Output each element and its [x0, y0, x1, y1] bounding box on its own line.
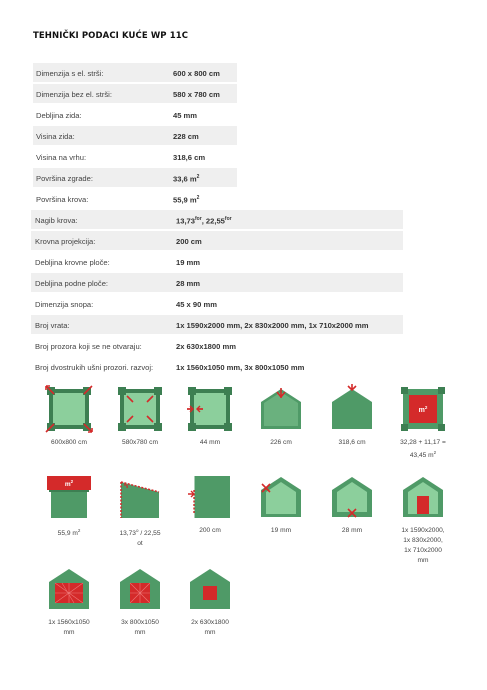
spec-label: Visina zida: — [36, 132, 75, 141]
icon-cell — [179, 384, 241, 448]
tilt-window-icon — [115, 564, 165, 614]
spec-row — [31, 252, 403, 271]
spec-value: 45 mm — [173, 111, 198, 120]
spec-label: Debljina zida: — [36, 111, 82, 120]
spec-value: 1x 1560x1050 mm, 3x 800x1050 mm — [176, 363, 305, 372]
icon-caption: 1x 1560x1050 mm — [48, 619, 90, 636]
icon-cell — [109, 472, 171, 549]
icon-cell — [321, 384, 383, 448]
floor-area-icon — [398, 384, 448, 434]
spec-value: 33,6 $m^2$ — [173, 174, 200, 184]
icon-cell — [38, 564, 100, 638]
spec-label: Površina krova: — [36, 195, 89, 204]
roof-thickness-icon — [256, 472, 306, 522]
icon-caption: 19 mm — [270, 527, 292, 534]
roof-area-icon — [44, 472, 94, 522]
icon-caption: 200 cm — [199, 527, 221, 534]
icon-caption: 13,73$^o$ / 22,55 ot — [119, 528, 161, 548]
spec-row — [33, 63, 237, 82]
icon-caption: 600x800 cm — [51, 439, 87, 446]
icon-cell — [250, 472, 312, 536]
door-icon — [398, 472, 448, 522]
spec-label: Broj dvostrukih ušni prozori. razvoj: — [35, 363, 154, 372]
icon-caption: 28 mm — [341, 527, 363, 534]
spec-label: Dimenzija snopa: — [35, 300, 94, 309]
icon-caption: 318,6 cm — [338, 439, 366, 446]
spec-row — [31, 336, 403, 355]
icon-cell — [109, 564, 171, 638]
icon-cell — [109, 384, 171, 448]
spec-value: 55,9 $m^2$ — [173, 195, 200, 205]
spec-row — [31, 357, 403, 376]
spec-row — [31, 273, 403, 292]
icon-cell — [250, 384, 312, 448]
icon-caption: 1x 1590x2000, 1x 830x2000, 1x 710x2000 mm — [401, 527, 445, 564]
icon-cell — [392, 472, 454, 566]
spec-row — [31, 315, 403, 334]
roof-projection-icon — [185, 472, 235, 522]
icon-cell — [179, 564, 241, 638]
spec-value: 19 mm — [176, 258, 201, 267]
icon-caption: 3x 800x1050 mm — [121, 619, 159, 636]
wall-thickness-icon — [185, 384, 235, 434]
page-title: TEHNIČKI PODACI KUĆE WP 11C — [33, 31, 189, 41]
spec-row — [33, 105, 237, 124]
spec-label: Dimenzija bez el. strši: — [36, 90, 112, 99]
spec-label: Broj prozora koji se ne otvaraju: — [35, 342, 142, 351]
spec-label: Krovna projekcija: — [35, 237, 96, 246]
spec-row — [31, 231, 403, 250]
double-window-icon — [44, 564, 94, 614]
spec-row — [31, 294, 403, 313]
spec-value: 318,6 cm — [173, 153, 206, 162]
roof-pitch-icon — [115, 472, 165, 522]
spec-row — [31, 210, 403, 229]
icon-cell — [179, 472, 241, 536]
spec-value: 600 x 800 cm — [173, 69, 220, 78]
svg-text:m2: $m^2$ — [418, 405, 428, 414]
icon-cell — [321, 472, 383, 536]
spec-value: 28 mm — [176, 279, 201, 288]
spec-value: 2x 630x1800 mm — [176, 342, 236, 351]
ridge-height-icon — [327, 384, 377, 434]
floor-thickness-icon — [327, 472, 377, 522]
spec-label: Dimenzija s el. strši: — [36, 69, 104, 78]
spec-row — [33, 126, 237, 145]
spec-label: Nagib krova: — [35, 216, 78, 225]
spec-label: Debljina podne ploče: — [35, 279, 109, 288]
icon-caption: 44 mm — [199, 439, 221, 446]
icon-caption: 226 cm — [270, 439, 292, 446]
wall-height-icon — [256, 384, 306, 434]
spec-value: 228 cm — [173, 132, 199, 141]
spec-row — [33, 189, 237, 208]
spec-label: Debljina krovne ploče: — [35, 258, 110, 267]
icon-caption: 580x780 cm — [122, 439, 158, 446]
outer-dimension-icon — [44, 384, 94, 434]
spec-label: Broj vrata: — [35, 321, 70, 330]
spec-value: 200 cm — [176, 237, 202, 246]
fixed-window-icon — [185, 564, 235, 614]
icon-caption: 32,28 + 11,17 = 43,45 $m^2$ — [400, 439, 446, 460]
icon-cell — [38, 384, 100, 448]
spec-label: Površina zgrade: — [36, 174, 93, 183]
icon-cell — [392, 384, 454, 461]
svg-text:m2: $m^2$ — [64, 479, 74, 488]
spec-value: 580 x 780 cm — [173, 90, 220, 99]
inner-dimension-icon — [115, 384, 165, 434]
spec-row — [33, 147, 237, 166]
spec-row — [33, 84, 237, 103]
spec-value: $13,73^{for}$, $22,55^{for}$ — [176, 216, 232, 226]
icon-cell — [38, 472, 100, 539]
spec-value: 45 x 90 mm — [176, 300, 217, 309]
spec-value: 1x 1590x2000 mm, 2x 830x2000 mm, 1x 710x2000 mm — [176, 321, 369, 330]
icon-caption: 55,9 $m^2$ — [57, 528, 81, 538]
spec-row — [33, 168, 237, 187]
spec-label: Visina na vrhu: — [36, 153, 87, 162]
icon-caption: 2x 630x1800 mm — [191, 619, 229, 636]
